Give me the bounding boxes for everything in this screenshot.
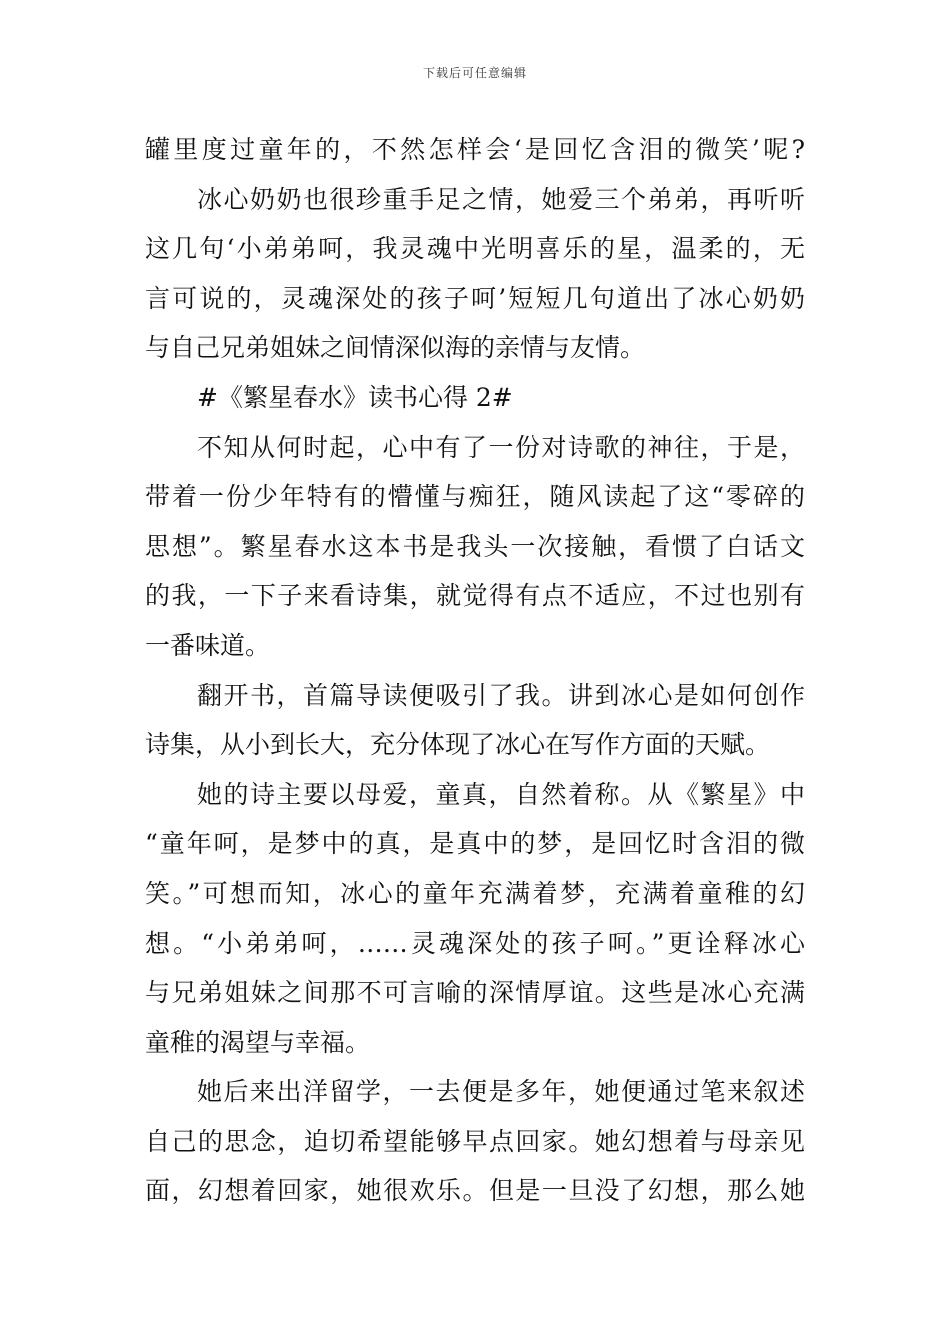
text-line: 言可说的，灵魂深处的孩子呵’短短几句道出了冰心奶奶 xyxy=(145,283,805,313)
page-header: 下载后可任意编辑 xyxy=(422,66,527,80)
text-line: #《繁星春水》读书心得 2# xyxy=(197,382,513,412)
text-line: 冰心奶奶也很珍重手足之情，她爱三个弟弟，再听听 xyxy=(197,184,805,214)
text-line: 带着一份少年特有的懵懂与痴狂，随风读起了这“零碎的 xyxy=(145,482,805,512)
text-line: 翻开书，首篇导读便吸引了我。讲到冰心是如何创作 xyxy=(197,680,805,710)
text-line: 不知从何时起，心中有了一份对诗歌的神往，于是， xyxy=(197,432,805,462)
text-line: 与自己兄弟姐妹之间情深似海的亲情与友情。 xyxy=(145,333,646,363)
text-line: 她的诗主要以母爱，童真，自然着称。从《繁星》中 xyxy=(197,779,805,809)
text-line: 这几句‘小弟弟呵，我灵魂中光明喜乐的星，温柔的，无 xyxy=(145,234,805,264)
text-line: 面，幻想着回家，她很欢乐。但是一旦没了幻想，那么她 xyxy=(145,1176,805,1206)
text-line: 自己的思念，迫切希望能够早点回家。她幻想着与母亲见 xyxy=(145,1126,805,1156)
text-line: 诗集，从小到长大，充分体现了冰心在写作方面的天赋。 xyxy=(145,730,771,760)
text-line: 想。“小弟弟呵，……灵魂深处的孩子呵。”更诠释冰心 xyxy=(145,928,805,958)
text-line: “童年呵，是梦中的真，是真中的梦，是回忆时含泪的微 xyxy=(145,829,805,859)
text-line: 思想”。繁星春水这本书是我头一次接触，看惯了白话文 xyxy=(145,531,805,561)
text-line: 一番味道。 xyxy=(145,630,271,660)
text-line: 的我，一下子来看诗集，就觉得有点不适应，不过也别有 xyxy=(145,581,805,611)
text-line: 笑。”可想而知，冰心的童年充满着梦，充满着童稚的幻 xyxy=(145,878,805,908)
body-text xyxy=(145,125,805,1216)
text-line: 与兄弟姐妹之间那不可言喻的深情厚谊。这些是冰心充满 xyxy=(145,978,805,1008)
text-line: 她后来出洋留学，一去便是多年，她便通过笔来叙述 xyxy=(197,1077,805,1107)
text-line: 童稚的渴望与幸福。 xyxy=(145,1027,371,1057)
text-line: 罐里度过童年的，不然怎样会‘是回忆含泪的微笑’呢? xyxy=(145,135,805,164)
